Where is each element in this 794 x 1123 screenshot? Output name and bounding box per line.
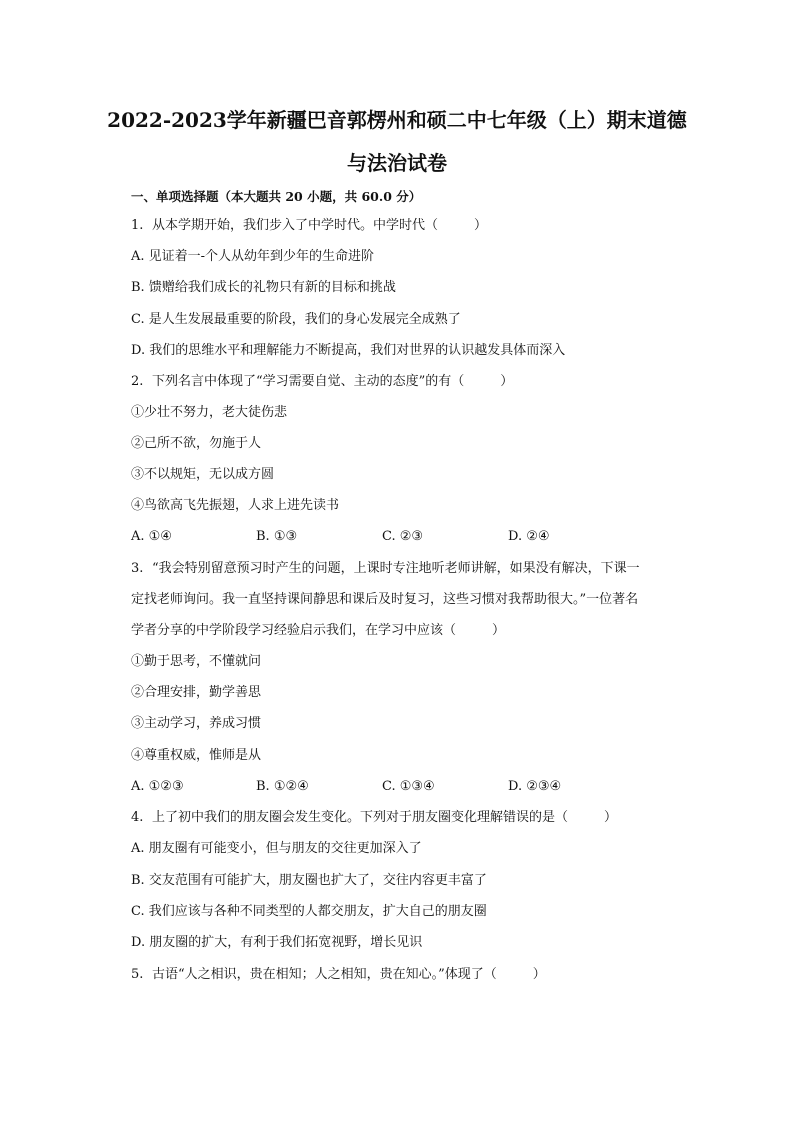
question-5-stem [131,966,546,984]
statement-2-4: ④鸟欲高飞先振翅，人求上进先读书 [131,498,340,513]
question-3-stem-line3 [131,622,505,640]
option-4a: A. 朋友圈有可能变小，但与朋友的交往更加深入了 [131,841,422,856]
question-number: 4. [131,810,144,825]
question-text: 从本学期开始，我们步入了中学时代。中学时代（ [152,218,439,233]
option-1b: B. 馈赠给我们成长的礼物只有新的目标和挑战 [131,280,396,295]
statement-2-1: ①少壮不努力，老大徒伤悲 [131,405,288,420]
option-3b: B. ①②④ [256,779,309,794]
statement-3-4: ④尊重权威，惟师是从 [131,748,262,763]
option-2c: C. ②③ [382,529,424,544]
option-3a: A. ①②③ [131,779,184,794]
question-3-stem-line2: 定找老师询问。我一直坚持课间静思和课后及时复习，这些习惯对我帮助很大。”一位著名 [131,592,639,607]
statement-3-1: ①勤于思考，不懂就问 [131,654,262,669]
question-text: 上了初中我们的朋友圈会发生变化。下列对于朋友圈变化理解错误的是（ [152,810,569,825]
question-4-stem [131,809,617,827]
section-heading: 一、单项选择题（本大题共 20 小题，共 60.0 分） [131,189,422,204]
answer-bracket-close: ） [532,967,546,982]
question-text: “我会特别留意预习时产生的问题，上课时专注地听老师讲解，如果没有解决，下课一 [152,561,640,576]
question-number: 2. [131,374,144,389]
question-number: 1. [131,218,144,233]
option-2a: A. ①④ [131,529,172,544]
option-4c: C. 我们应该与各种不同类型的人都交朋友，扩大自己的朋友圈 [131,904,487,919]
option-1a: A. 见证着一-个人从幼年到少年的生命进阶 [131,249,375,264]
question-number: 5. [131,967,144,982]
question-number: 3. [131,561,144,576]
statement-2-2: ②己所不欲，勿施于人 [131,436,262,451]
option-1c: C. 是人生发展最重要的阶段，我们的身心发展完全成熟了 [131,312,461,327]
option-4b: B. 交友范围有可能扩大，朋友圈也扩大了，交往内容更丰富了 [131,873,487,888]
answer-bracket-close: ） [604,810,618,825]
option-1d: D. 我们的思维水平和理解能力不断提高，我们对世界的认识越发具体而深入 [131,343,566,358]
question-text: 学者分享的中学阶段学习经验启示我们，在学习中应该（ [131,623,457,638]
statement-2-3: ③不以规矩，无以成方圆 [131,467,275,482]
question-1-stem [131,217,487,235]
option-2b: B. ①③ [256,529,298,544]
option-3d: D. ②③④ [508,779,562,794]
exam-title-line1: 2022-2023学年新疆巴音郭楞州和硕二中七年级（上）期末道德 [107,108,687,132]
question-text: 古语“人之相识，贵在相知；人之相知，贵在知心。”体现了（ [152,967,497,982]
answer-bracket-close: ） [500,374,514,389]
question-2-stem [131,373,513,391]
option-2d: D. ②④ [508,529,550,544]
question-text: 下列名言中体现了“学习需要自觉、主动的态度”的有（ [152,374,465,389]
option-3c: C. ①③④ [382,779,435,794]
exam-title-line2: 与法治试卷 [347,151,447,175]
question-3-stem-line1 [131,560,640,578]
answer-bracket-close: ） [492,623,506,638]
answer-bracket-close: ） [474,218,488,233]
option-4d: D. 朋友圈的扩大，有利于我们拓宽视野，增长见识 [131,935,423,950]
statement-3-2: ②合理安排，勤学善思 [131,685,262,700]
statement-3-3: ③主动学习，养成习惯 [131,716,262,731]
